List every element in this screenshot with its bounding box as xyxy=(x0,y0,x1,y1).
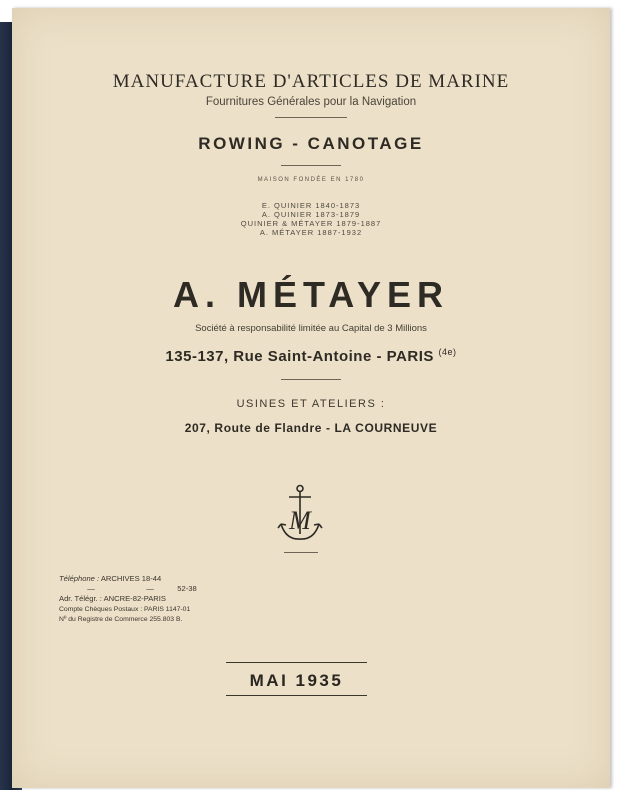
company-address-arrondissement: (4e) xyxy=(438,347,457,357)
history-line-1: E. QUINIER 1840-1873 xyxy=(261,201,361,210)
phone-2: 52-38 xyxy=(177,584,197,594)
anchor-monogram-icon xyxy=(276,484,324,546)
issue-date: MAI 1935 xyxy=(249,671,344,690)
works-label: USINES ET ATELIERS : xyxy=(236,398,386,410)
works-address: 207, Route de Flandre - LA COURNEUVE xyxy=(184,421,438,435)
divider-4 xyxy=(284,552,318,553)
company-address-street: 135-137, Rue Saint-Antoine - PARIS xyxy=(165,348,434,365)
phone-row-1 xyxy=(59,574,197,584)
document-page xyxy=(12,8,610,788)
founded-line: MAISON FONDÉE EN 1780 xyxy=(257,177,365,183)
date-box xyxy=(226,662,367,696)
postal-cheques: Compte Chèques Postaux : PARIS 1147-01 xyxy=(59,605,191,613)
logo-letter: M xyxy=(289,506,311,535)
phone-dash-1: — xyxy=(87,584,95,594)
date-rule-top xyxy=(226,662,367,663)
divider-2 xyxy=(281,165,341,166)
history-line-3: QUINIER & MÉTAYER 1879-1887 xyxy=(240,219,382,228)
phone-label: Téléphone : xyxy=(59,574,100,583)
phone-1: ARCHIVES 18-44 xyxy=(100,574,162,583)
date-rule-bottom xyxy=(226,695,367,696)
divider-1 xyxy=(275,117,347,118)
company-address xyxy=(12,347,610,365)
manufacture-title: MANUFACTURE D'ARTICLES DE MARINE xyxy=(112,71,510,92)
phone-row-2 xyxy=(59,584,197,594)
manufacture-subtitle: Fournitures Générales pour la Navigation xyxy=(205,96,417,108)
activity-title: ROWING - CANOTAGE xyxy=(198,134,424,153)
trade-registry: Nº du Registre de Commerce 255.803 B. xyxy=(59,615,183,623)
history-line-2: A. QUINIER 1873-1879 xyxy=(261,210,361,219)
telegraph-address: Adr. Télégr. : ANCRE-82-PARIS xyxy=(59,594,166,604)
company-legal: Société à responsabilité limitée au Capital de 3 Millions xyxy=(195,323,427,334)
company-name: A. MÉTAYER xyxy=(172,274,450,315)
divider-3 xyxy=(281,379,341,380)
contact-block xyxy=(59,574,197,625)
history-line-4: A. MÉTAYER 1887-1932 xyxy=(259,228,363,237)
phone-dash-2: — xyxy=(146,584,154,594)
